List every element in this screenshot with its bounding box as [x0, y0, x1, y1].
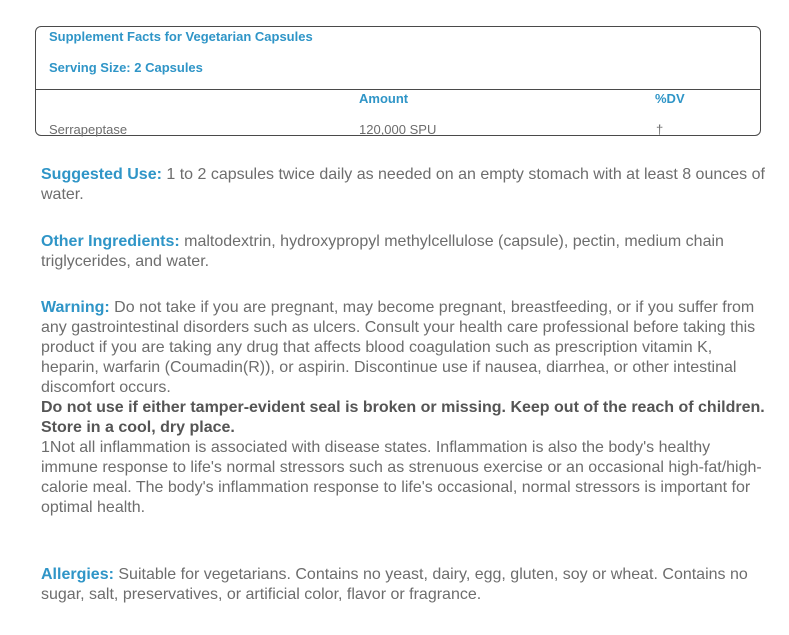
facts-title: Supplement Facts for Vegetarian Capsules — [49, 29, 313, 44]
warning-paragraph — [41, 298, 766, 398]
allergies-label: Allergies: — [41, 566, 114, 583]
allergies-section — [41, 565, 766, 605]
suggested-use-section — [41, 165, 766, 205]
suggested-use-label: Suggested Use: — [41, 166, 162, 183]
facts-divider — [36, 89, 760, 90]
warning-section — [41, 298, 766, 518]
storage-notice: Store in a cool, dry place. — [41, 419, 235, 436]
ingredient-dv: † — [656, 122, 664, 137]
amount-header: Amount — [359, 91, 409, 106]
warning-label: Warning: — [41, 299, 110, 316]
supplement-facts-panel — [35, 26, 761, 136]
allergies-text: Suitable for vegetarians. Contains no yeast, dairy, egg, gluten, soy or wheat. Contains no sugar, salt, preservatives, or artificial color, flavor or fragrance. — [41, 566, 748, 603]
tamper-notice: Do not use if either tamper-evident seal is broken or missing. Keep out of the reach of children. — [41, 399, 765, 416]
other-ingredients-section — [41, 232, 766, 272]
inflammation-footnote: 1Not all inflammation is associated with disease states. Inflammation is also the body's healthy immune response to life's normal stressors such as strenuous exercise or an occasional high-fat/high-calorie meal. The body's inflammation response to life's occasional, normal stressors is important for optimal health. — [41, 439, 762, 516]
other-ingredients-label: Other Ingredients: — [41, 233, 180, 250]
dv-header: %DV — [655, 91, 685, 106]
suggested-use-text: 1 to 2 capsules twice daily as needed on an empty stomach with at least 8 ounces of water. — [41, 166, 765, 203]
other-ingredients-text: maltodextrin, hydroxypropyl methylcellulose (capsule), pectin, medium chain triglycerides, and water. — [41, 233, 724, 270]
warning-text: Do not take if you are pregnant, may become pregnant, breastfeeding, or if you suffer from any gastrointestinal disorders such as ulcers. Consult your health care professional before taking this product if you are taking any drug that affects blood coagulation such as prescription vitamin K, heparin, warfarin (Coumadin(R)), or aspirin. Discontinue use if nausea, diarrhea, or other intestinal discomfort occurs. — [41, 299, 756, 396]
ingredient-amount: 120,000 SPU — [359, 122, 437, 137]
serving-size: Serving Size: 2 Capsules — [49, 60, 203, 75]
ingredient-name: Serrapeptase — [49, 122, 128, 137]
